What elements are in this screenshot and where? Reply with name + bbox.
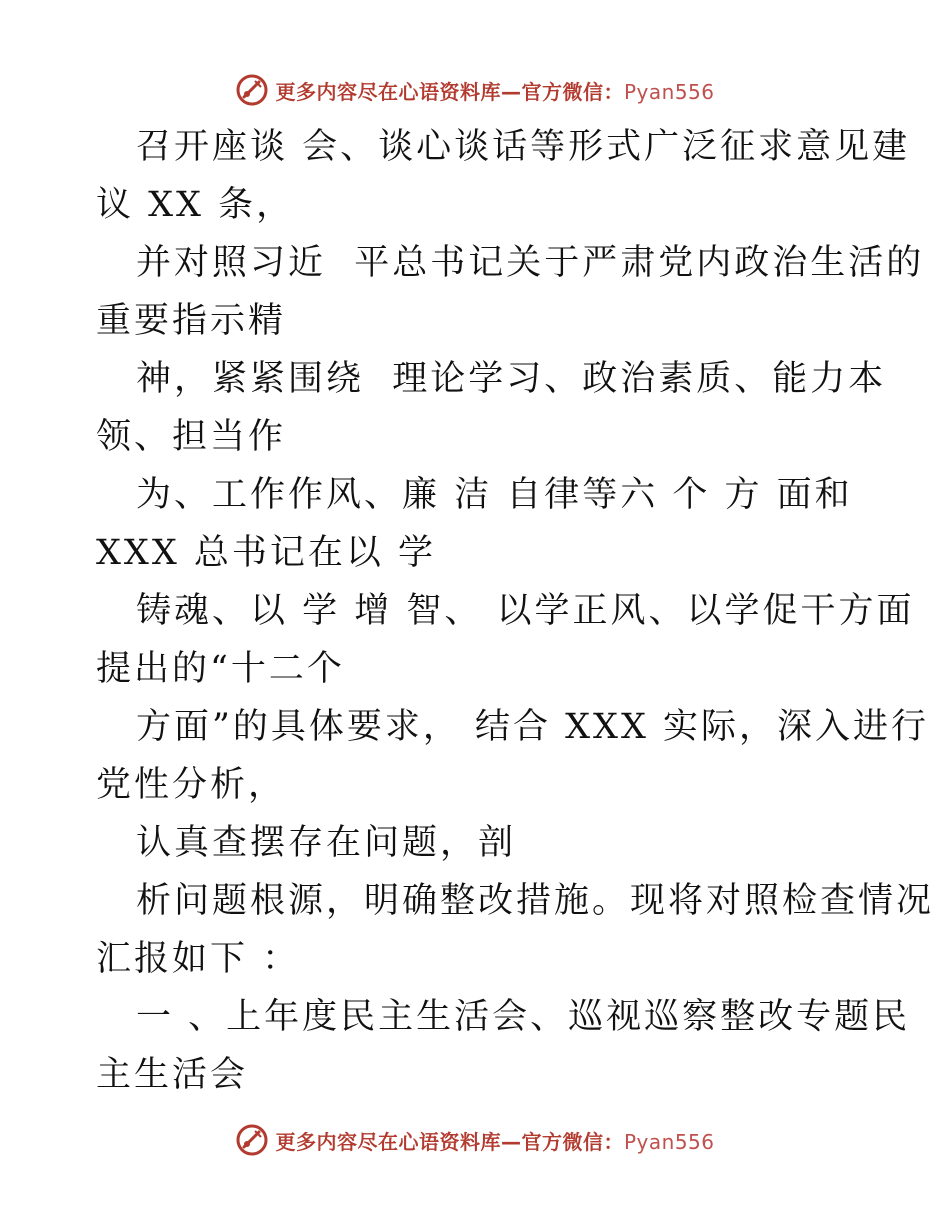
paragraph-line: 召开座谈 会、谈心谈话等形式广泛征求意见建	[136, 127, 911, 167]
footer-watermark-banner	[0, 1120, 950, 1160]
paragraph-line: XXX 总书记在以 学	[96, 533, 437, 573]
seal-logo-icon	[235, 73, 269, 107]
paragraph-line: 领、担当作	[96, 417, 287, 457]
paragraph-line: 党性分析，	[96, 765, 287, 805]
watermark-label: 更多内容尽在心语资料库—官方微信：	[275, 79, 624, 104]
paragraph-line: 一 、上年度民主生活会、巡视巡察整改专题民	[136, 997, 911, 1037]
paragraph-line: 铸魂、以 学 增 智、 以学正风、以学促干方面	[136, 591, 915, 631]
paragraph-line: 主生活会	[96, 1055, 249, 1095]
paragraph-line: 重要指示精	[96, 301, 287, 341]
document-body	[96, 118, 935, 1104]
paragraph-line: 提出的“十二个	[96, 649, 345, 689]
watermark-contact: Pyan556	[623, 1129, 715, 1154]
paragraph-line: 认真查摆存在问题，剖	[136, 823, 517, 863]
paragraph-line: 为、工作作风、廉 洁 自律等六 个 方 面和	[136, 475, 853, 515]
watermark-text	[275, 1126, 714, 1155]
paragraph-line: 析问题根源，明确整改措施。现将对照检查情况	[136, 881, 935, 921]
header-watermark-banner	[0, 70, 950, 110]
watermark-label: 更多内容尽在心语资料库—官方微信：	[275, 1129, 624, 1154]
watermark-contact: Pyan556	[623, 79, 715, 104]
paragraph-line: 汇报如下 ：	[96, 939, 301, 979]
watermark-text	[275, 76, 714, 105]
paragraph-line: 方面”的具体要求， 结合 XXX 实际，深入进行	[136, 707, 930, 747]
paragraph-line: 议 XX 条，	[96, 185, 295, 225]
paragraph-line: 并对照习近 平总书记关于严肃党内政治生活的	[136, 243, 925, 283]
seal-logo-icon	[235, 1123, 269, 1157]
paragraph-line: 神，紧紧围绕 理论学习、政治素质、能力本	[136, 359, 887, 399]
